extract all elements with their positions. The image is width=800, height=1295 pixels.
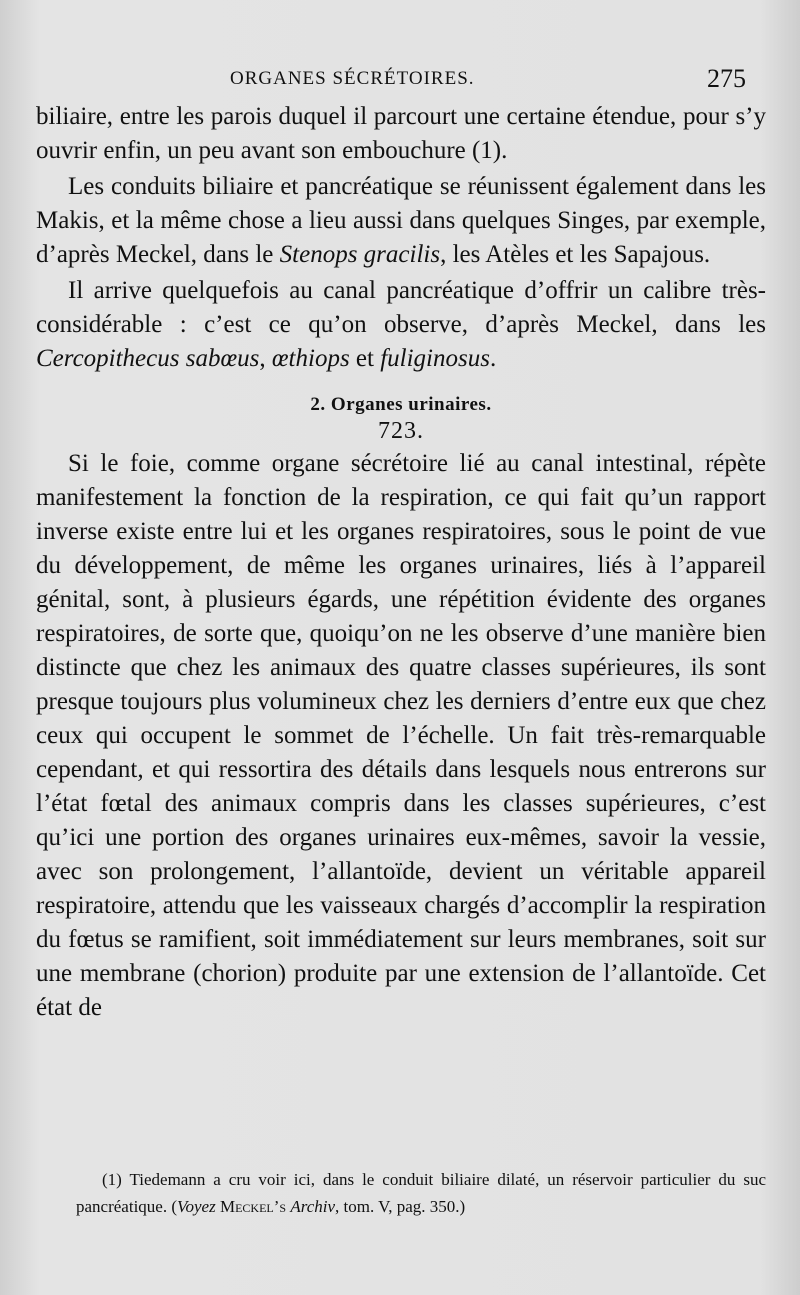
conjunction-et: et	[349, 345, 381, 372]
page-header	[230, 64, 760, 102]
paragraph-urinary-organs: Si le foie, comme organe sécrétoire lié au canal intestinal, répète manifestement la fonction de la respiration, ce qui fait qu’un rapport inverse existe entre lui et les organes respiratoires, sous le point de vue du développement, de même les organes urinaires, liés à l’appareil génital, sont, à plusieurs égards, une répétition évidente des organes respiratoires, de sorte que, quoiqu’on ne les observe d’une manière bien distincte que chez les animaux des quatre classes supérieures, ils sont presque toujours plus volumineux chez les derniers d’entre eux que chez ceux qui occupent le sommet de l’échelle. Un fait très-remarquable cependant, et qui ressortira des détails dans lesquels nous entrerons sur l’état fœtal des animaux compris dans les classes supérieures, c’est qu’ici une portion des organes urinaires eux-mêmes, savoir la vessie, avec son prolongement, l’allantoïde, devient un véritable appareil respiratoire, attendu que les vaisseaux chargés d’accomplir la respiration du fœtus se ramifient, soit immédiatement sur leurs membranes, soit sur une membrane (chorion) produite par une extension de l’allantoïde. Cet état de	[36, 450, 766, 1021]
paragraph-makis	[36, 170, 766, 272]
running-title: ORGANES SÉCRÉTOIRES.	[230, 68, 475, 89]
paragraph-pancreatic-canal	[36, 274, 766, 376]
paragraph-makis-text-a: Les conduits biliaire et pancréatique se réunissent également dans les Makis, et la même chose a lieu aussi dans quelques Singes, par exemple, d’après Meckel, dans le	[36, 173, 766, 268]
footnote-text-a: (1) Tiedemann a cru voir ici, dans le conduit biliaire dilaté, un réservoir particulier du suc pancréatique. (	[76, 1170, 766, 1216]
footnote-text-b: , tom. V, pag. 350.)	[335, 1197, 466, 1216]
page-number: 275	[707, 64, 746, 93]
paragraph-pancreatic-text-a: Il arrive quelquefois au canal pancréatique d’offrir un calibre très-considérable : c’est ce qu’on observe, d’après Meckel, dans les	[36, 277, 766, 338]
section-heading: 2. Organes urinaires.	[310, 394, 492, 415]
paragraph-number: 723.	[378, 418, 424, 444]
paragraph-end-period: .	[489, 345, 497, 372]
footnote-author: Meckel’s	[215, 1197, 291, 1216]
footnote-archiv: Archiv	[290, 1197, 336, 1216]
species-aethiops: œthiops	[271, 345, 350, 372]
species-stenops-gracilis: Stenops gracilis	[279, 241, 441, 268]
separator-comma: ,	[259, 345, 272, 372]
species-cercopithecus-sabaeus: Cercopithecus sabœus	[36, 345, 260, 372]
page-body	[36, 100, 766, 1025]
paragraph-continuation: biliaire, entre les parois duquel il parcourt une certaine étendue, pour s’y ouvrir enfin, un peu avant son embouchure (1).	[36, 103, 766, 164]
footnote	[76, 1166, 766, 1220]
species-fuliginosus: fuliginosus	[380, 345, 490, 372]
paragraph-makis-text-b: , les Atèles et les Sapajous.	[440, 241, 711, 268]
footnote-voyez: Voyez	[177, 1197, 216, 1216]
